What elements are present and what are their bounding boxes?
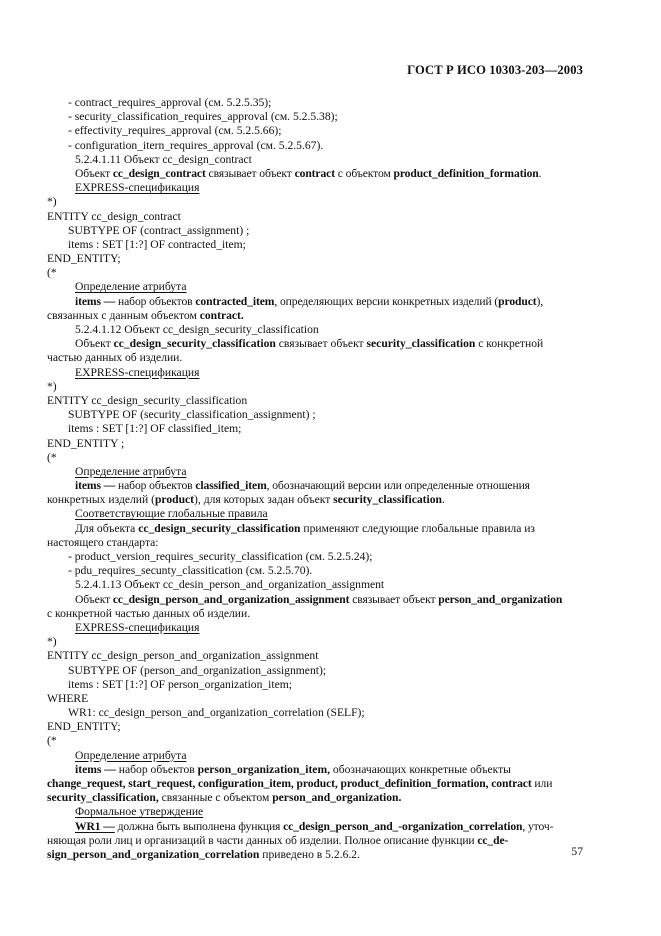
code-line: items : SET [1:?] OF classified_item; — [68, 422, 242, 436]
code-line: (* — [47, 734, 57, 748]
list-item: - configuration_itern_requires_approval (см. 5.2.5.67). — [68, 138, 324, 152]
section-description-cont: с конкретной частью данных об изделии. — [47, 606, 251, 620]
page-number: 57 — [571, 845, 583, 858]
section-heading: 5.2.4.1.11 Объект cc_design_contract — [75, 152, 252, 166]
code-line: *) — [47, 195, 57, 209]
rules-description-cont: настоящего стандарта: — [47, 535, 159, 549]
attribute-label: Определение атрибута — [75, 464, 187, 478]
section-description: Объект cc_design_contract связывает объект contract с объектом product_definition_formation. — [75, 166, 542, 180]
code-line: items : SET [1:?] OF contracted_item; — [68, 237, 246, 251]
attribute-label: Определение атрибута — [75, 280, 187, 294]
code-line: ENTITY cc_design_person_and_organization_assignment — [47, 649, 319, 663]
page-header: ГОСТ Р ИСО 10303-203—2003 — [407, 63, 583, 77]
rules-label: Соответствующие глобальные правила — [75, 507, 268, 521]
attribute-label: Определение атрибута — [75, 748, 187, 762]
code-line: SUBTYPE OF (person_and_organization_assignment); — [68, 663, 327, 677]
code-line: ENTITY cc_design_security_classification — [47, 393, 248, 407]
code-line: ENTITY cc_design_contract — [47, 209, 181, 223]
page-content — [47, 96, 583, 862]
code-line: END_ENTITY; — [47, 252, 121, 266]
code-line: SUBTYPE OF (contract_assignment) ; — [68, 223, 250, 237]
code-line: items : SET [1:?] OF person_organization_item; — [68, 677, 293, 691]
code-line: (* — [47, 450, 57, 464]
code-line: SUBTYPE OF (security_classification_assignment) ; — [68, 408, 316, 422]
list-item: - security_classification_requires_approval (см. 5.2.5.38); — [68, 110, 338, 124]
express-label: EXPRESS-спецификация — [75, 365, 200, 379]
section-heading: 5.2.4.1.13 Объект cc_desin_person_and_organization_assignment — [75, 578, 385, 592]
code-line: (* — [47, 266, 57, 280]
section-description: Объект cc_design_security_classification связывает объект security_classification с конкретной — [75, 337, 544, 351]
formal-statement: WR1 — должна быть выполнена функция cc_design_person_and_-organization_correlation, уточ- — [75, 819, 554, 833]
list-item: - product_version_requires_security_classification (см. 5.2.5.24); — [68, 550, 373, 563]
list-item: - contract_requires_approval (см. 5.2.5.35); — [68, 96, 272, 109]
code-line: *) — [47, 635, 57, 649]
section-description-cont: частью данных об изделии. — [47, 351, 183, 365]
list-item: - pdu_requires_secunty_classitication (см. 5.2.5.70). — [68, 564, 313, 578]
section-heading: 5.2.4.1.12 Объект cc_design_security_classification — [75, 323, 319, 336]
section-description: Объект cc_design_person_and_organization_assignment связывает объект person_and_organization — [75, 592, 563, 606]
rules-description: Для объекта cc_design_security_classification применяют следующие глобальные правила из — [75, 521, 536, 535]
attribute-definition-cont: security_classification, связанные с объектом person_and_organization. — [47, 791, 402, 805]
attribute-definition: items — набор объектов classified_item, обозначающий версии или определенные отношения — [75, 479, 530, 493]
formal-statement-cont: sign_person_and_organization_correlation приведено в 5.2.6.2. — [47, 847, 360, 861]
formal-statement-cont: няющая роли лиц и организаций в части данных об изделии. Полное описание функции cc_de- — [47, 833, 509, 847]
code-line: *) — [47, 379, 57, 393]
formal-label: Формальное утверждение — [75, 805, 204, 819]
code-line: END_ENTITY; — [47, 720, 121, 734]
attribute-definition: items — набор объектов person_organization_item, обозначающих конкретные объекты — [75, 762, 511, 776]
code-line: WR1: cc_design_person_and_organization_correlation (SELF); — [68, 706, 365, 720]
attribute-definition: items — набор объектов contracted_item, определяющих версии конкретных изделий (product), — [75, 294, 544, 308]
express-label: EXPRESS-спецификация — [75, 620, 200, 634]
attribute-definition-cont: change_request, start_request, configuration_item, product, product_definition_formation, contract или — [47, 777, 553, 790]
express-label: EXPRESS-спецификация — [75, 181, 200, 195]
code-line: WHERE — [47, 691, 89, 705]
attribute-definition-cont: конкретных изделий (product), для которых задан объект security_classification. — [47, 493, 445, 507]
code-line: END_ENTITY ; — [47, 436, 125, 450]
attribute-definition-cont: связанных с данным объектом contract. — [47, 308, 244, 322]
list-item: - effectivity_requires_approval (см. 5.2.5.66); — [68, 124, 282, 138]
